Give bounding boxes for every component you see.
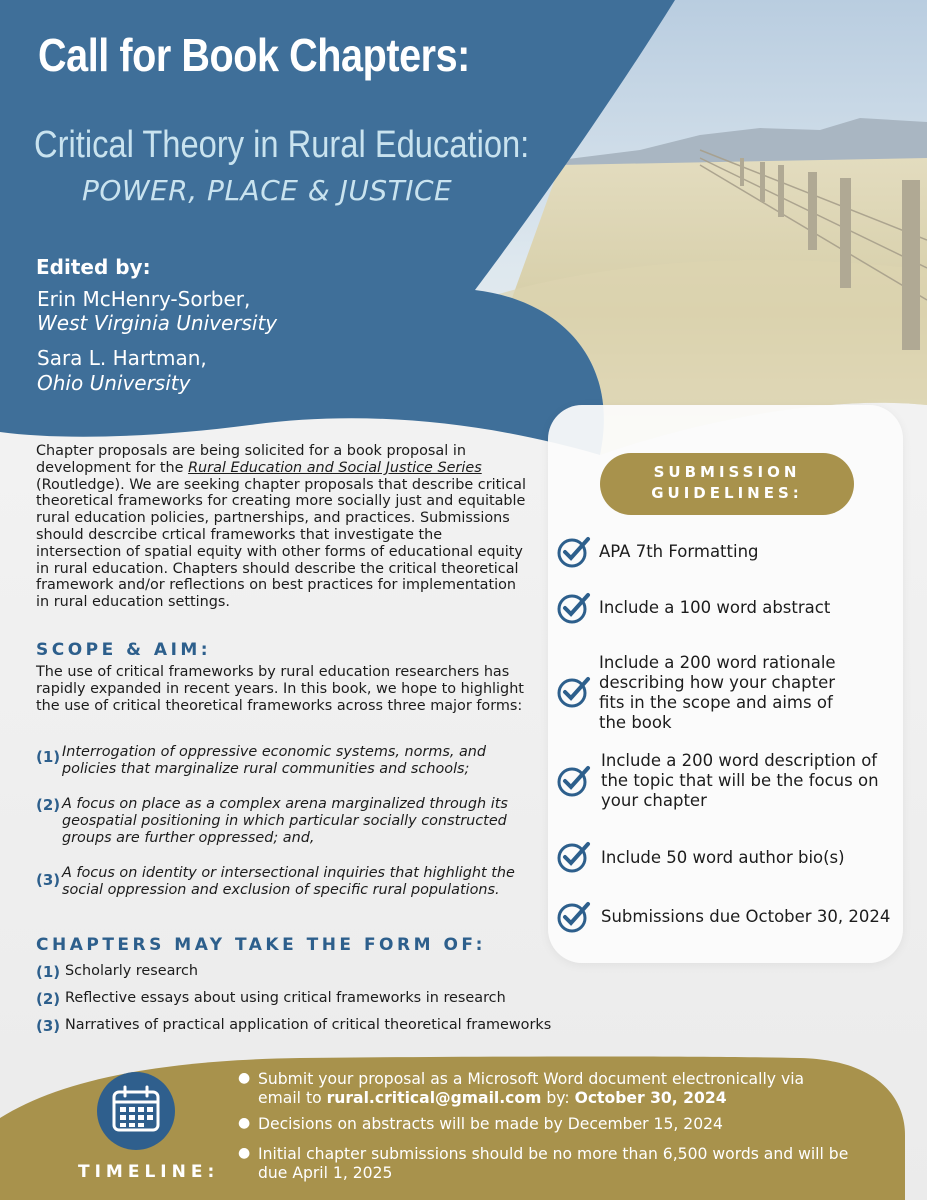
- guidelines-heading: [600, 462, 854, 504]
- guideline-item: Include a 100 word abstract: [599, 598, 831, 617]
- timeline-item: Initial chapter submissions should be no more than 6,500 words and will be due April 1, 2025: [258, 1145, 849, 1182]
- chapter-number: (1): [36, 963, 61, 981]
- guideline-item: Include 50 word author bio(s): [601, 848, 845, 867]
- check-circle-icon: [557, 900, 591, 934]
- book-subtitle: POWER, PLACE & JUSTICE: [82, 174, 453, 207]
- intro-text: (Routledge). We are seeking chapter proposals that describe critical theoretical frameworks for creating more socially just and equitable rural education policies, partnerships, and practices. Submissions should descrcibe crtical frameworks that investigate the intersection of spatial equity with other forms of educational equity in rural education. Chapters should describe the critical theoretical framework and/or reflections on best practices for implementation in rural education settings.: [36, 476, 527, 611]
- guidelines-heading-line: SUBMISSION: [653, 463, 801, 481]
- editor-affiliation: Ohio University: [37, 371, 191, 395]
- timeline-text: Submit your proposal as a Microsoft Word document electronically via email to: [258, 1070, 805, 1107]
- editor-affiliation: West Virginia University: [37, 311, 278, 335]
- scope-paragraph: The use of critical frameworks by rural education researchers has rapidly expanded in recent years. In this book, we hope to highlight the use of critical theoretical frameworks across three major forms:: [36, 664, 524, 714]
- check-circle-icon: [557, 764, 591, 798]
- chapter-type: Scholarly research: [65, 963, 199, 979]
- chapters-heading: CHAPTERS MAY TAKE THE FORM OF:: [36, 935, 486, 955]
- calendar-icon: [97, 1072, 175, 1150]
- check-circle-icon: [557, 535, 591, 569]
- form-text: Interrogation of oppressive economic systems, norms, and policies that marginalize rural communities and schools;: [62, 744, 487, 777]
- editor-name: Sara L. Hartman,: [37, 346, 207, 370]
- guidelines-heading-line: GUIDELINES:: [651, 484, 803, 502]
- scope-heading: SCOPE & AIM:: [36, 640, 212, 660]
- email-address[interactable]: rural.critical@gmail.com: [326, 1089, 542, 1107]
- book-title: Critical Theory in Rural Education:: [34, 124, 530, 166]
- form-number: (2): [36, 796, 61, 814]
- guideline-item: Include a 200 word rationale describing how your chapter fits in the scope and aims of the book: [599, 653, 836, 732]
- check-circle-icon: [557, 591, 591, 625]
- bullet: ●: [238, 1115, 251, 1131]
- check-circle-icon: [557, 675, 591, 709]
- edited-by-label: Edited by:: [36, 255, 151, 279]
- calendar-badge: [97, 1072, 175, 1150]
- timeline-label: TIMELINE:: [78, 1162, 220, 1182]
- bullet: ●: [238, 1070, 251, 1086]
- form-number: (1): [36, 748, 61, 766]
- guideline-item: Submissions due October 30, 2024: [601, 907, 891, 926]
- intro-paragraph: [36, 443, 526, 611]
- chapter-number: (2): [36, 990, 61, 1008]
- chapter-type: Reflective essays about using critical frameworks in research: [65, 990, 506, 1006]
- timeline-item: [258, 1070, 838, 1108]
- bullet: ●: [238, 1145, 251, 1161]
- timeline-item: Decisions on abstracts will be made by December 15, 2024: [258, 1115, 723, 1133]
- chapter-number: (3): [36, 1017, 61, 1035]
- form-text: A focus on identity or intersectional inquiries that highlight the social oppression and exclusion of specific rural populations.: [62, 865, 515, 898]
- chapter-type: Narratives of practical application of critical theoretical frameworks: [65, 1017, 552, 1033]
- form-text: A focus on place as a complex arena marginalized through its geospatial positioning in which particular socially constructed groups are further oppressed; and,: [62, 796, 508, 846]
- series-link[interactable]: Rural Education and Social Justice Series: [188, 459, 482, 476]
- editor-name: Erin McHenry-Sorber,: [37, 287, 251, 311]
- check-circle-icon: [557, 840, 591, 874]
- guideline-item: Include a 200 word description of the topic that will be the focus on your chapter: [601, 751, 879, 810]
- form-number: (3): [36, 871, 61, 889]
- intro-text: Chapter proposals are being solicited for a book proposal in development for the: [36, 443, 466, 476]
- timeline-text: by:: [541, 1089, 575, 1107]
- page-title: Call for Book Chapters:: [38, 29, 470, 81]
- deadline-date: October 30, 2024: [574, 1089, 727, 1107]
- guideline-item: APA 7th Formatting: [599, 542, 759, 561]
